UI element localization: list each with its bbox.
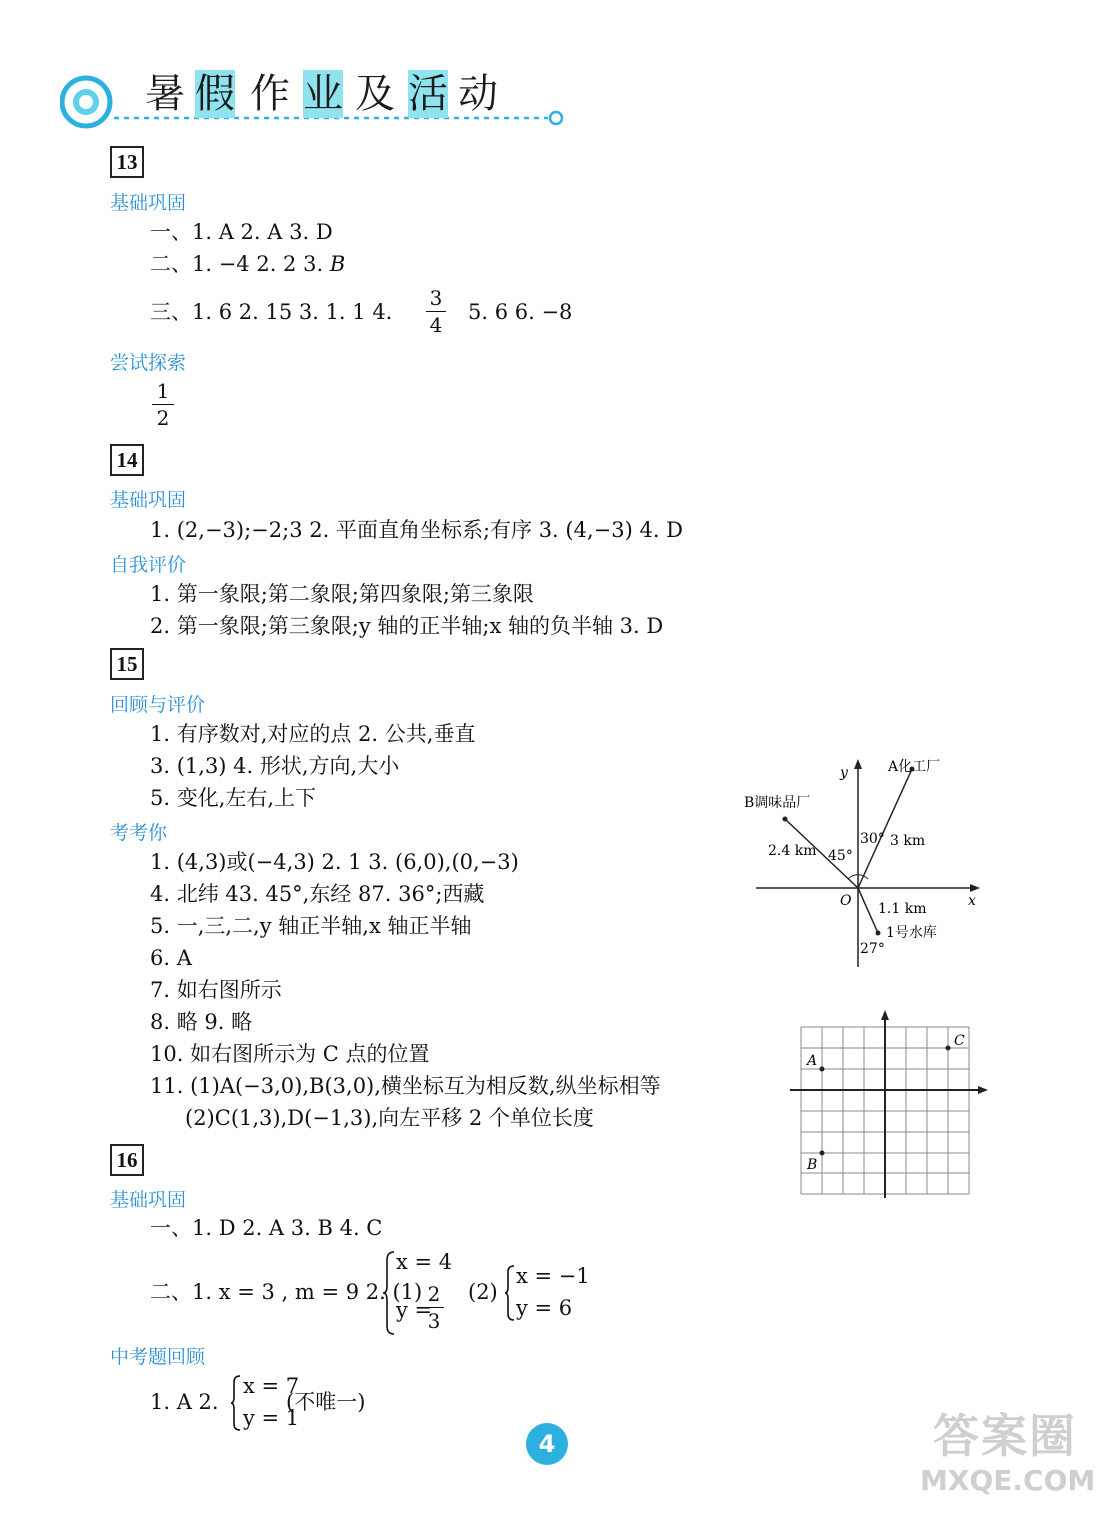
system-1-brace xyxy=(382,1250,396,1336)
watermark-title: 答案圈 xyxy=(933,1409,1077,1463)
section-13-number: 13 xyxy=(110,146,144,178)
self-eval-title-14: 自我评价 xyxy=(110,554,187,576)
system-1-bottom: y = xyxy=(396,1298,433,1322)
s16-line-1: 一、1. D 2. A 3. B 4. C xyxy=(150,1216,383,1240)
s15-test-8: 11. (1)A(−3,0),B(3,0),横坐标互为相反数,纵坐标相等 xyxy=(150,1074,661,1098)
s13-line-3b: 5. 6 6. −8 xyxy=(468,300,573,324)
x-axis-label: x xyxy=(968,893,976,909)
s15-test-5: 7. 如右图所示 xyxy=(150,978,282,1002)
fraction-2-3: 2 3 xyxy=(424,1283,444,1332)
distance-reservoir-label: 1.1 km xyxy=(878,901,927,917)
explore-title-13: 尝试探索 xyxy=(110,352,187,374)
s14-line-1: 1. (2,−3);−2;3 2. 平面直角坐标系;有序 3. (4,−3) 4. D xyxy=(150,518,684,542)
angle-27-label: 27° xyxy=(860,941,885,957)
review-title-15: 回顾与评价 xyxy=(110,694,206,716)
exam-review-title-16: 中考题回顾 xyxy=(110,1346,206,1368)
system-2-top: x = −1 xyxy=(516,1264,590,1288)
fraction-1-2: 1 2 xyxy=(152,380,174,429)
distance-b-label: 2.4 km xyxy=(768,843,817,859)
s13-line-2: 二、1. −4 2. 2 3. B xyxy=(150,252,346,276)
title-char-4: 业 xyxy=(303,71,343,117)
point-a-label: A xyxy=(807,1053,818,1069)
s13-line-1: 一、1. A 2. A 3. D xyxy=(150,220,333,244)
point-c-label: C xyxy=(954,1033,965,1049)
section-16-number: 16 xyxy=(110,1144,144,1176)
s16-exam-line-b: (不唯一) xyxy=(286,1390,366,1414)
reservoir-label: 1号水库 xyxy=(886,925,937,941)
point-c xyxy=(946,1046,951,1051)
s15-test-9: (2)C(1,3),D(−1,3),向左平移 2 个单位长度 xyxy=(185,1106,594,1130)
title-char-3: 作 xyxy=(250,71,290,117)
s16-line-2a: 二、1. x = 3 , m = 9 2. (1) xyxy=(150,1280,423,1304)
system-3-brace xyxy=(230,1374,242,1432)
page-number-badge xyxy=(526,1423,568,1465)
factory-b-label: B调味品厂 xyxy=(744,795,811,811)
s15-test-6: 8. 略 9. 略 xyxy=(150,1010,253,1034)
watermark-url: MXQE.COM xyxy=(920,1464,1096,1497)
s16-exam-line-a: 1. A 2. xyxy=(150,1390,219,1414)
s14-line-3: 2. 第一象限;第三象限;y 轴的正半轴;x 轴的负半轴 3. D xyxy=(150,614,664,638)
s15-review-3: 5. 变化,左右,上下 xyxy=(150,786,317,810)
fraction-3-4: 3 4 xyxy=(426,287,446,336)
point-b xyxy=(820,1151,825,1156)
s15-test-7: 10. 如右图所示为 C 点的位置 xyxy=(150,1042,430,1066)
page-number: 4 xyxy=(538,1430,556,1458)
section-14-number: 14 xyxy=(110,444,144,476)
s15-test-2: 4. 北纬 43. 45°,东经 87. 36°;西藏 xyxy=(150,882,485,906)
title-char-2: 假 xyxy=(195,71,235,117)
factory-a-label: A化工厂 xyxy=(888,759,941,775)
distance-a-label: 3 km xyxy=(890,833,926,849)
s16-line-2b: (2) xyxy=(468,1280,498,1304)
s15-review-1: 1. 有序数对,对应的点 2. 公共,垂直 xyxy=(150,722,476,746)
s13-line-3a: 三、1. 6 2. 15 3. 1. 1 4. xyxy=(150,300,393,324)
ray-to-reservoir xyxy=(858,888,878,933)
origin-label: O xyxy=(840,893,852,909)
basic-title-14: 基础巩固 xyxy=(110,489,187,511)
section-15-number: 15 xyxy=(110,648,144,680)
title-char-7: 动 xyxy=(458,71,498,117)
system-2-bottom: y = 6 xyxy=(516,1296,573,1320)
system-2-brace xyxy=(504,1264,516,1322)
ray-to-a xyxy=(858,769,912,888)
system-3-bottom: y = 1 xyxy=(243,1406,300,1430)
angle-45-label: 45° xyxy=(828,848,853,864)
s15-test-4: 6. A xyxy=(150,946,192,970)
basic-title-13: 基础巩固 xyxy=(110,192,187,214)
title-char-5: 及 xyxy=(355,71,395,117)
watermark xyxy=(920,1408,1096,1498)
s15-test-3: 5. 一,三,二,y 轴正半轴,x 轴正半轴 xyxy=(150,914,472,938)
system-1-top: x = 4 xyxy=(396,1250,453,1274)
y-axis-label: y xyxy=(840,765,848,781)
test-title-15: 考考你 xyxy=(110,822,168,844)
s14-line-2: 1. 第一象限;第二象限;第四象限;第三象限 xyxy=(150,582,534,606)
direction-diagram xyxy=(740,755,990,975)
title-char-1: 暑 xyxy=(145,71,185,117)
title-char-6: 活 xyxy=(408,71,448,117)
point-a xyxy=(820,1067,825,1072)
angle-30-label: 30° xyxy=(860,831,885,847)
system-3-top: x = 7 xyxy=(243,1374,300,1398)
header-end-dot xyxy=(550,112,562,124)
s15-review-2: 3. (1,3) 4. 形状,方向,大小 xyxy=(150,754,400,778)
point-b-label: B xyxy=(807,1157,818,1173)
coordinate-grid xyxy=(780,1005,995,1205)
s15-test-1: 1. (4,3)或(−4,3) 2. 1 3. (6,0),(0,−3) xyxy=(150,850,519,874)
basic-title-16: 基础巩固 xyxy=(110,1189,187,1211)
